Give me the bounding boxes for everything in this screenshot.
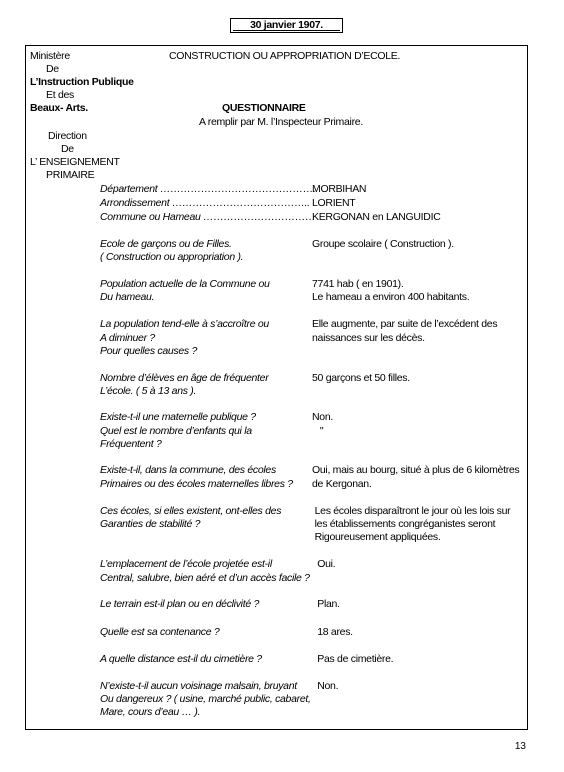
commune-value: KERGONAN en LANGUIDIC [312,211,441,223]
question-line: Ces écoles, si elles existent, ont-elles des [100,505,282,517]
question-line: A diminuer ? [100,332,155,344]
answer-line: Plan. [312,598,340,610]
question-line: La population tend-elle à s’accroître ou [100,318,269,330]
question-line: Population actuelle de la Commune ou [100,278,270,290]
departement-label: Département ………………………………………. [100,183,316,195]
question-line: L’emplacement de l’école projetée est-il [100,558,272,570]
questionnaire-heading: QUESTIONNAIRE [222,102,306,114]
departement-value: MORBIHAN [312,183,367,195]
question-line: Quelle est sa contenance ? [100,626,220,638]
answer-line: 18 ares. [312,626,353,638]
answer-line: " [312,425,324,437]
question-line: Central, salubre, bien aéré et d’un accès facile ? [100,572,310,584]
date-box: 30 janvier 1907. [230,18,343,33]
question-line: Existe-t-il, dans la commune, des écoles [100,464,276,476]
question-line: Existe-t-il une maternelle publique ? [100,411,256,423]
answer-line: 7741 hab ( en 1901). [312,278,404,290]
beauxarts-label: Beaux- Arts. [30,102,88,114]
question-line: Le terrain est-il plan ou en déclivité ? [100,598,260,610]
question-line: Quel est le nombre d’enfants qui la [100,425,252,437]
ministere-label: Ministère [30,50,70,62]
answer-line: Non. [312,680,339,692]
arrondissement-label: Arrondissement ………………………………….. [100,197,310,209]
answer-line: de Kergonan. [312,478,372,490]
answer-line: naissances sur les décès. [312,332,425,344]
instruction-label: L’Instruction Publique [30,76,134,88]
question-line: Garanties de stabilité ? [100,518,201,530]
answer-line: Le hameau a environ 400 habitants. [312,291,470,303]
primaire-label: PRIMAIRE [46,169,95,181]
question-line: Ou dangereux ? ( usine, marché public, cabaret, [100,693,311,705]
answer-line: 50 garçons et 50 filles. [312,372,410,384]
question-line: Du hameau. [100,291,155,303]
page-number: 13 [514,741,526,752]
enseignement-label: L’ ENSEIGNEMENT [30,156,120,168]
answer-line: Oui, mais au bourg, situé à plus de 6 kilomètres [312,464,520,476]
answer-line: Oui. [312,558,336,570]
question-line: Nombre d’élèves en âge de fréquenter [100,372,269,384]
arrondissement-value: LORIENT [312,197,356,209]
question-line: Fréquentent ? [100,438,162,450]
de-label-2: De [61,143,74,155]
question-line: Pour quelles causes ? [100,345,198,357]
de-label: De [46,63,59,75]
question-line: A quelle distance est-il du cimetière ? [100,653,262,665]
answer-line: Non. [312,411,333,423]
question-line: Primaires ou des écoles maternelles libres ? [100,478,293,490]
answer-line: Les écoles disparaîtront le jour où les lois sur [312,505,511,517]
question-line: Mare, cours d’eau … ). [100,706,201,718]
question-line: N’existe-t-il aucun voisinage malsain, bruyant [100,680,297,692]
direction-label: Direction [48,130,87,142]
document-title: CONSTRUCTION OU APPROPRIATION D’ECOLE. [169,50,401,62]
etdes-label: Et des [46,89,74,101]
answer-line: Elle augmente, par suite de l’excédent des [312,318,498,330]
answer-line: Rigoureusement appliquées. [312,531,441,543]
answer-line: les établissements congréganistes seront [312,518,496,530]
questionnaire-subtitle: A remplir par M. l’Inspecteur Primaire. [199,116,363,128]
answer-line: Pas de cimetière. [312,653,394,665]
question-line: ( Construction ou appropriation ). [100,251,244,263]
answer-line: Groupe scolaire ( Construction ). [312,238,454,250]
question-line: Ecole de garçons ou de Filles. [100,238,232,250]
question-line: L’école. ( 5 à 13 ans ). [100,385,197,397]
commune-label: Commune ou Hameau …………………………… [100,211,316,223]
